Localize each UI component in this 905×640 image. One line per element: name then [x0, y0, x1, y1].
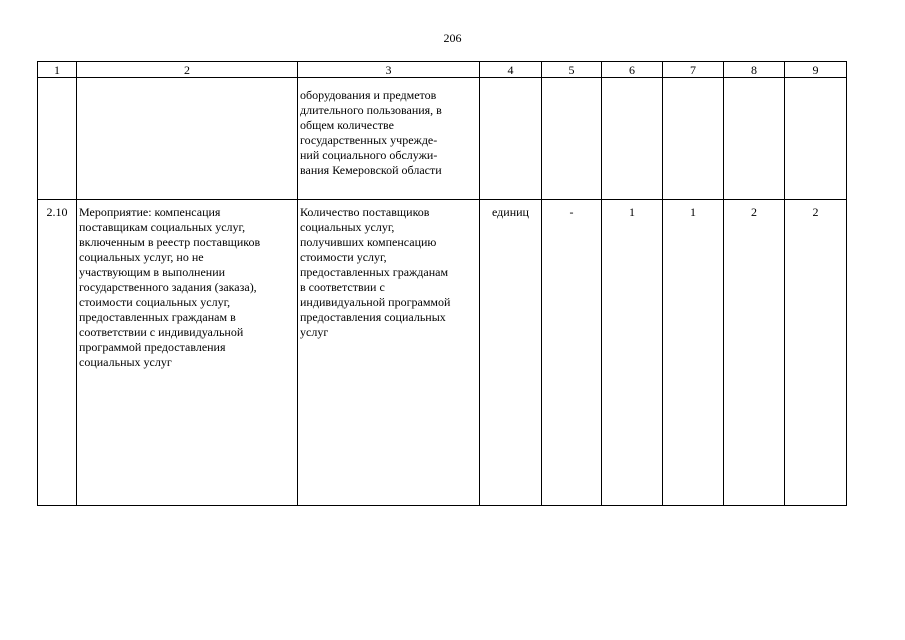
header-cell-2: 2	[77, 62, 298, 78]
cont-cell-9	[785, 78, 847, 200]
cont-cell-8	[724, 78, 785, 200]
value-cell-6: 1	[602, 200, 663, 506]
header-cell-8: 8	[724, 62, 785, 78]
cont-cell-indicator: оборудования и предметов длительного пользования, в общем количестве государственных учрежде- ний социального обслужи- вания Кемеровской области	[298, 78, 480, 200]
value-cell-7: 1	[663, 200, 724, 506]
header-cell-7: 7	[663, 62, 724, 78]
unit-cell: единиц	[480, 200, 542, 506]
cont-cell-4	[480, 78, 542, 200]
header-cell-4: 4	[480, 62, 542, 78]
value-cell-9: 2	[785, 200, 847, 506]
page-number: 206	[443, 31, 462, 45]
cont-cell-1	[38, 78, 77, 200]
header-cell-1: 1	[38, 62, 77, 78]
header-cell-3: 3	[298, 62, 480, 78]
header-cell-6: 6	[602, 62, 663, 78]
header-cell-9: 9	[785, 62, 847, 78]
row-number: 2.10	[38, 200, 77, 506]
table-header-row	[38, 62, 847, 78]
cont-cell-5	[542, 78, 602, 200]
table-row-2-10	[38, 200, 847, 506]
header-cell-5: 5	[542, 62, 602, 78]
cont-cell-7	[663, 78, 724, 200]
indicator-text: Количество поставщиков социальных услуг, получивших компенсацию стоимости услуг, предоставленных гражданам в соответствии с индивидуальной программой предоставления социальных услуг	[298, 200, 480, 506]
cont-cell-2	[77, 78, 298, 200]
cont-cell-6	[602, 78, 663, 200]
table-row-continuation	[38, 78, 847, 200]
value-cell-8: 2	[724, 200, 785, 506]
indicators-table	[37, 61, 847, 506]
value-cell-5: -	[542, 200, 602, 506]
measure-text: Мероприятие: компенсация поставщикам социальных услуг, включенным в реестр поставщиков социальных услуг, но не участвующим в выполнении государственного задания (заказа), стоимости социальных услуг, предоставленных гражданам в соответствии с индивидуальной программой предоставления социальных услуг	[77, 200, 298, 506]
